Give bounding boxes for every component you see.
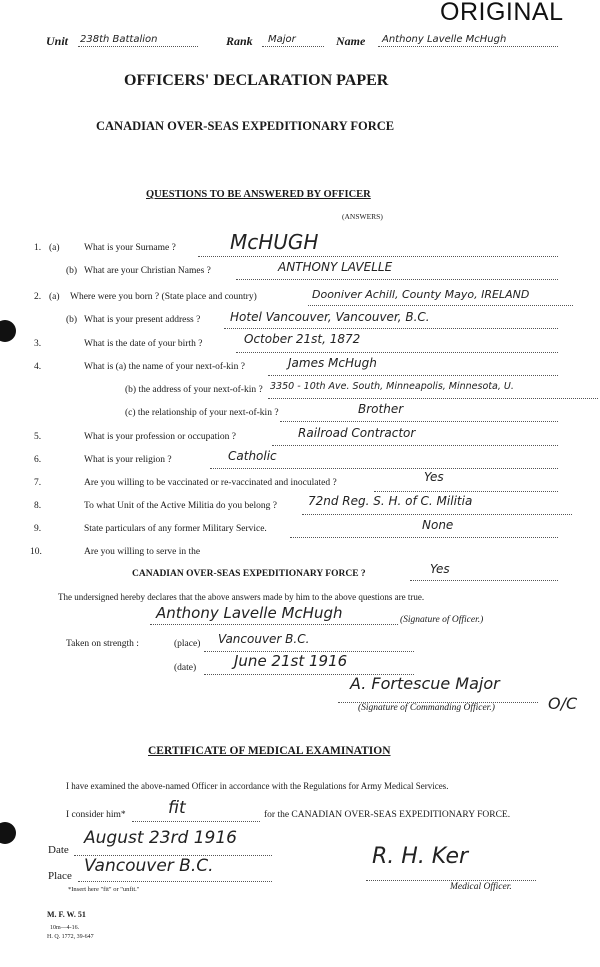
answer-willing-to-serve: Yes: [430, 562, 450, 576]
question-sub: (a): [49, 292, 60, 302]
name-value: Anthony Lavelle McHugh: [382, 34, 507, 45]
unit-value: 238th Battalion: [80, 34, 158, 45]
question-text: What is (a) the name of your next-of-kin ?: [84, 362, 245, 372]
date-value: June 21st 1916: [234, 652, 348, 670]
question-text: What is your religion ?: [84, 455, 172, 465]
commanding-officer-label: (Signature of Commanding Officer.): [358, 703, 495, 713]
place-value: Vancouver B.C.: [218, 632, 310, 646]
declaration-text: The undersigned hereby declares that the above answers made by him to the above questions are true.: [58, 592, 425, 602]
rank-label: Rank: [226, 34, 253, 48]
question-number: 2.: [34, 292, 42, 302]
unit-label: Unit: [46, 34, 69, 48]
question-text: State particulars of any former Military Service.: [84, 524, 267, 534]
question-text: What is your Surname ?: [84, 243, 176, 253]
punch-hole-bottom: [0, 822, 16, 844]
question-text: What are your Christian Names ?: [84, 266, 211, 276]
medical-date-value: August 23rd 1916: [84, 828, 237, 848]
rank-value: Major: [268, 34, 296, 45]
medical-footnote: *Insert here "fit" or "unfit.": [68, 886, 140, 893]
medical-for-text: for the CANADIAN OVER-SEAS EXPEDITIONARY FORCE.: [264, 810, 511, 820]
question-text: Where were you born ? (State place and country): [70, 292, 257, 302]
officer-signature: Anthony Lavelle McHugh: [156, 604, 343, 622]
answer-relationship: Brother: [358, 402, 404, 416]
signature-of-officer-label: (Signature of Officer.): [400, 615, 484, 625]
question-number: 5.: [34, 432, 42, 442]
page-subtitle: CANADIAN OVER-SEAS EXPEDITIONARY FORCE: [96, 119, 395, 133]
oc-mark: O/C: [548, 694, 578, 713]
question-text: To what Unit of the Active Militia do you belong ?: [84, 501, 277, 511]
medical-consider-value: fit: [168, 798, 186, 818]
answer-birthplace: Dooniver Achill, County Mayo, IRELAND: [312, 288, 530, 301]
question-text: Are you willing to be vaccinated or re-vaccinated and inoculated ?: [84, 478, 337, 488]
form-line-1: 10m—4-16.: [50, 925, 80, 931]
medical-place-value: Vancouver B.C.: [84, 856, 214, 876]
medical-examined-text: I have examined the above-named Officer in accordance with the Regulations for Army Medical Services.: [66, 781, 449, 791]
questions-heading: QUESTIONS TO BE ANSWERED BY OFFICER: [146, 189, 371, 200]
place-label: (place): [174, 639, 201, 649]
original-stamp: ORIGINAL: [440, 0, 564, 26]
question-text: What is your present address ?: [84, 315, 201, 325]
form-line-2: H. Q. 1772, 39-647: [47, 934, 94, 940]
taken-on-strength-label: Taken on strength :: [66, 639, 139, 649]
medical-consider-label: I consider him*: [66, 810, 126, 820]
question-sub: (b): [66, 315, 78, 325]
medical-signature: R. H. Ker: [372, 844, 469, 869]
commanding-officer-signature: A. Fortescue Major: [350, 674, 500, 693]
page-title: OFFICERS' DECLARATION PAPER: [124, 72, 389, 89]
question-number: 3.: [34, 339, 42, 349]
answer-vaccinated: Yes: [424, 470, 444, 484]
answer-birth-date: October 21st, 1872: [244, 332, 361, 346]
question-number: 4.: [34, 362, 42, 372]
answer-militia-unit: 72nd Reg. S. H. of C. Militia: [308, 494, 473, 508]
answers-heading: (ANSWERS): [342, 212, 383, 221]
question-text: (c) the relationship of your next-of-kin ?: [125, 408, 279, 418]
medical-officer-label: Medical Officer.: [450, 882, 512, 892]
question-number: 1.: [34, 243, 42, 253]
form-code: M. F. W. 51: [47, 910, 86, 919]
punch-hole-top: [0, 320, 16, 342]
question-text: What is your profession or occupation ?: [84, 432, 236, 442]
answer-occupation: Railroad Contractor: [298, 426, 416, 440]
q10-force: CANADIAN OVER-SEAS EXPEDITIONARY FORCE ?: [132, 569, 366, 579]
date-label: (date): [174, 663, 197, 673]
answer-religion: Catholic: [228, 449, 277, 463]
question-number: 8.: [34, 501, 42, 511]
question-number: 9.: [34, 524, 42, 534]
answer-address: Hotel Vancouver, Vancouver, B.C.: [230, 310, 430, 324]
question-number: 7.: [34, 478, 42, 488]
answer-christian-names: ANTHONY LAVELLE: [278, 260, 393, 274]
question-text: Are you willing to serve in the: [84, 547, 201, 557]
question-text: (b) the address of your next-of-kin ?: [125, 385, 263, 395]
question-sub: (b): [66, 266, 78, 276]
medical-date-label: Date: [48, 844, 69, 856]
question-number: 6.: [34, 455, 42, 465]
medical-heading: CERTIFICATE OF MEDICAL EXAMINATION: [148, 745, 391, 757]
answer-next-of-kin-address: 3350 - 10th Ave. South, Minneapolis, Minnesota, U.: [270, 381, 514, 392]
answer-surname: McHUGH: [230, 230, 319, 254]
name-label: Name: [336, 34, 366, 48]
answer-military-service: None: [422, 518, 454, 532]
answer-next-of-kin: James McHugh: [288, 356, 377, 370]
question-text: What is the date of your birth ?: [84, 339, 203, 349]
question-sub: (a): [49, 243, 60, 253]
question-number: 10.: [30, 547, 42, 557]
medical-place-label: Place: [48, 870, 72, 882]
